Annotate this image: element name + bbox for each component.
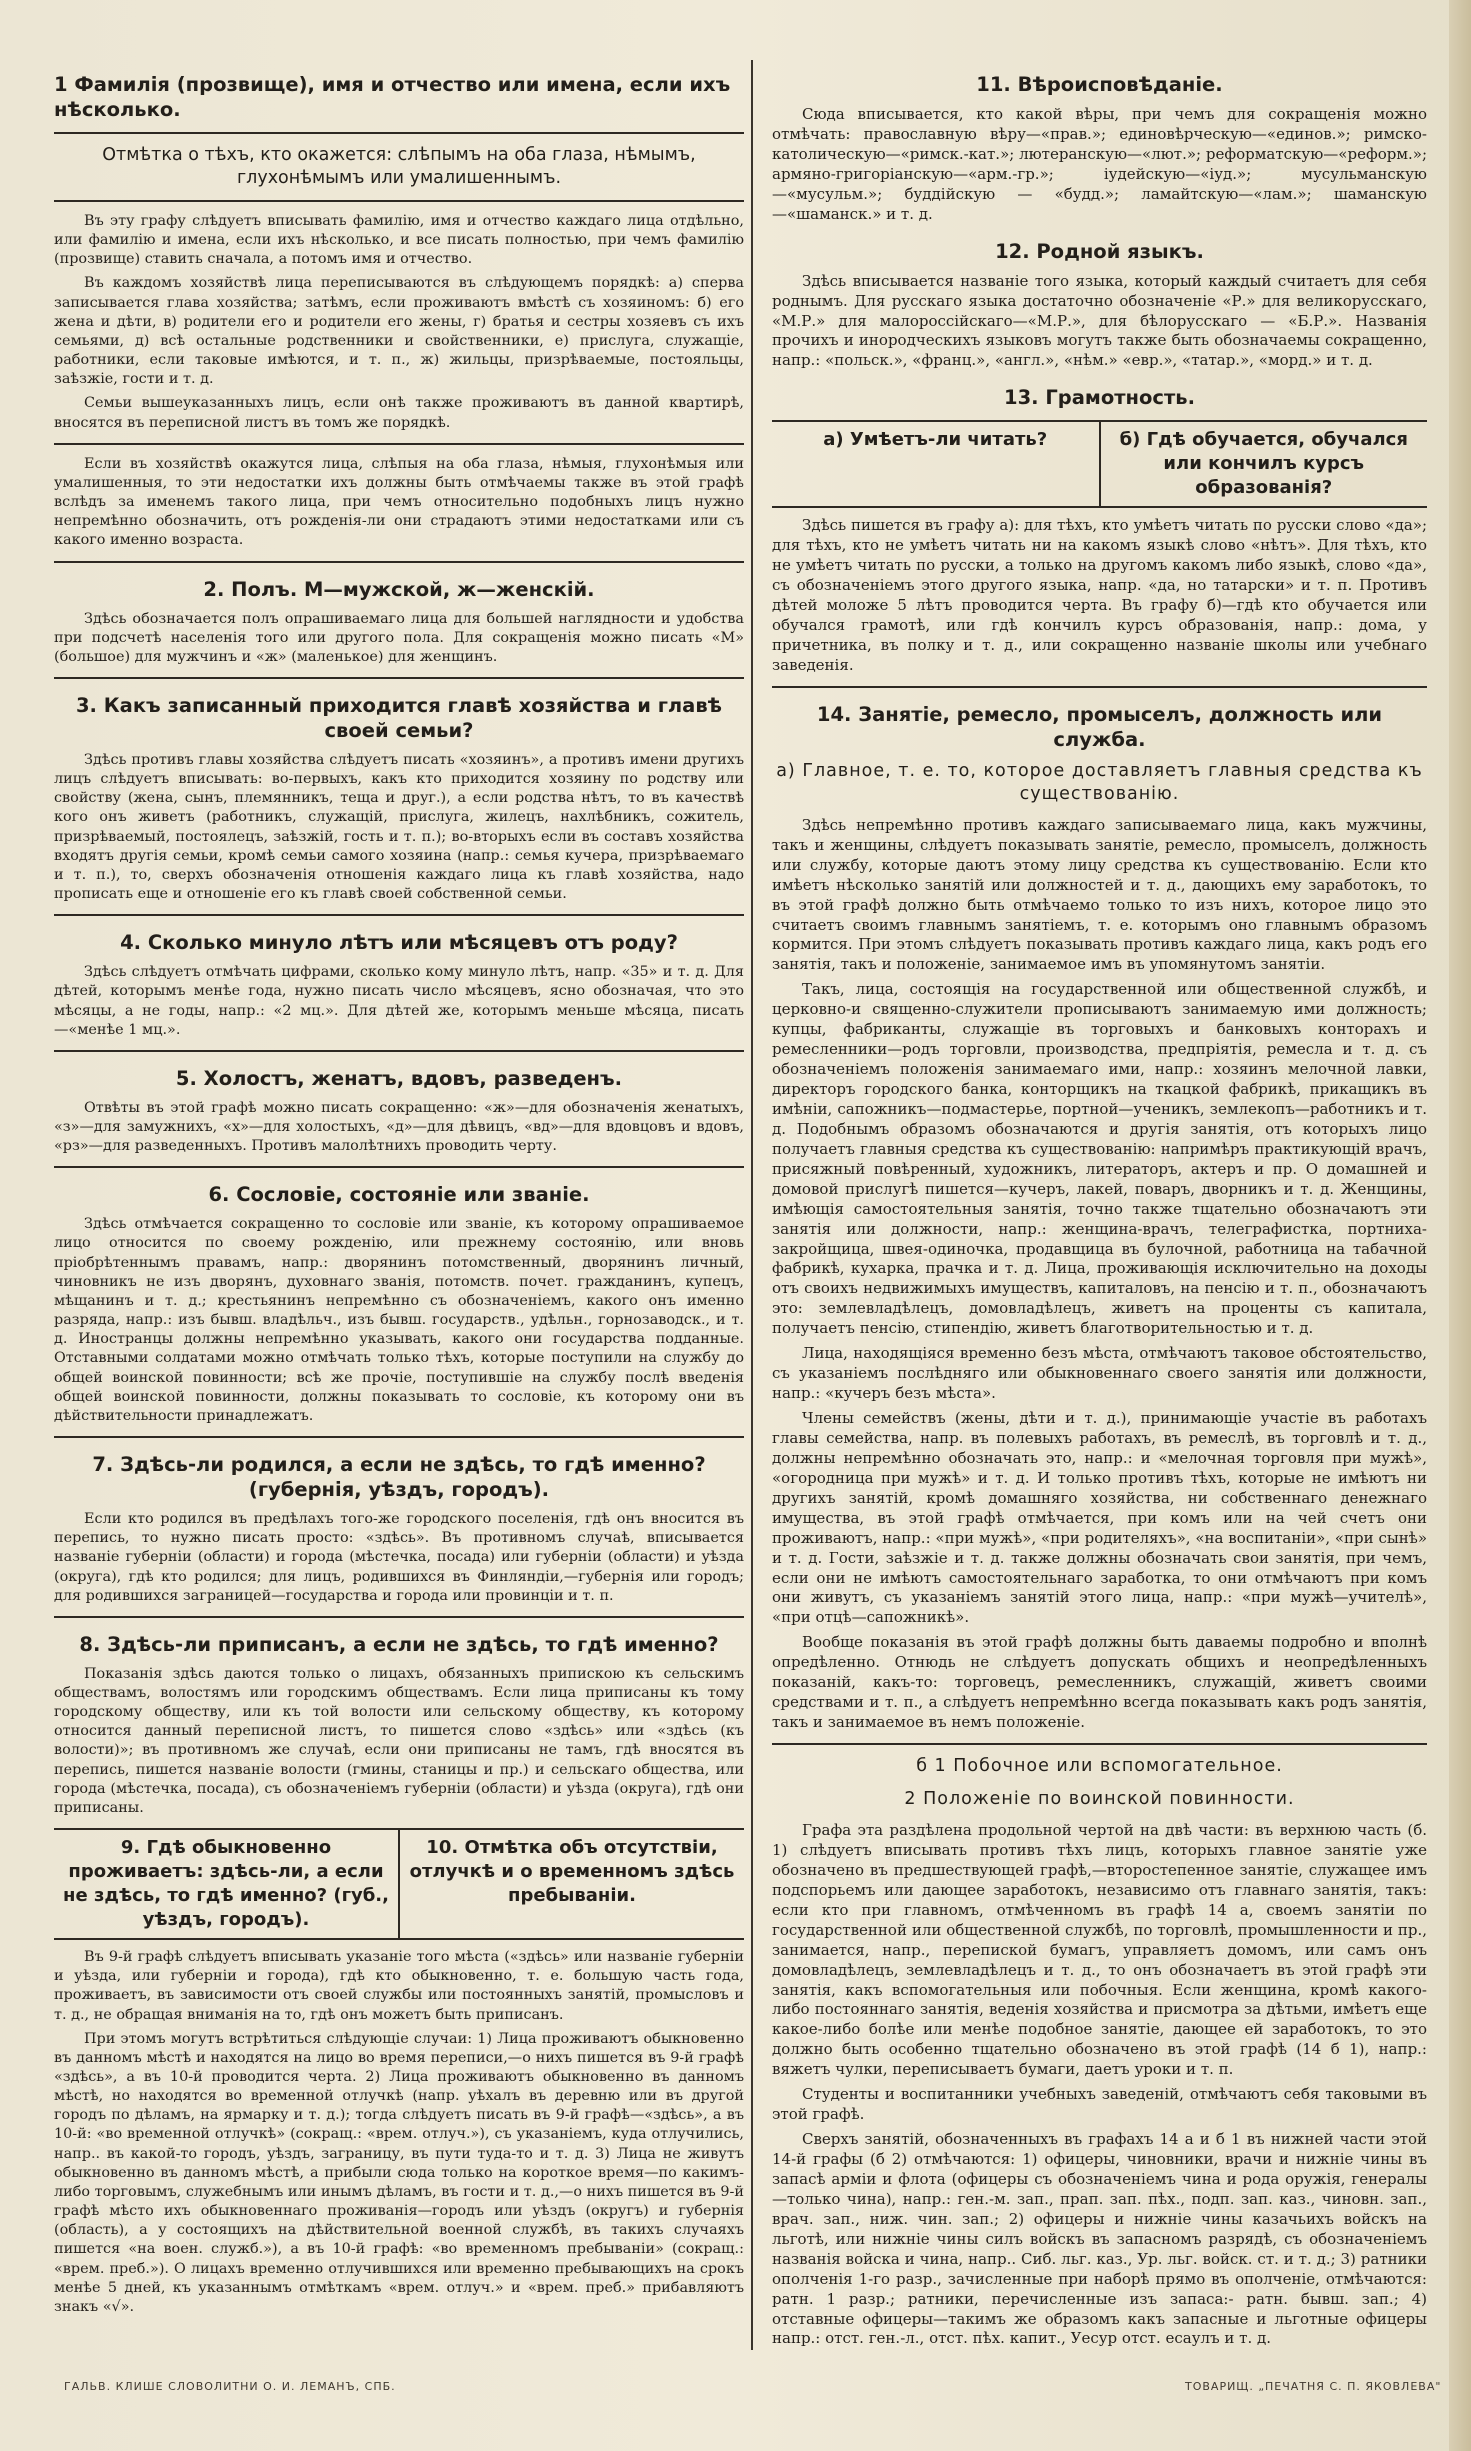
section-3-title: 3. Какъ записанный приходится главѣ хозяйства и главѣ своей семьи?	[75, 693, 723, 742]
section-11-title: 11. Вѣроисповѣданіе.	[976, 73, 1223, 96]
section-14-title: 14. Занятіе, ремесло, промыселъ, должность или служба.	[816, 702, 1383, 751]
section-5-title: 5. Холостъ, женатъ, вдовъ, разведенъ.	[175, 1066, 623, 1090]
paragraph: Члены семействъ (жены, дѣти и т. д.), принимающіе участіе въ работахъ главы семейства, напр. въ полевыхъ работахъ, въ ремеслѣ, въ торговлѣ и т. д., должны непремѣнно обозначать это, напр.: и «мелочная торговля при мужѣ», «огородница при мужѣ» и т. д. И только противъ тѣхъ, которые не имѣютъ ни другихъ занятій, кромѣ домашняго хозяйства, ни собственнаго денежнаго имущества, въ этой графѣ отмѣчается, при комъ или на чей счетъ они проживаютъ, напр.: «при мужѣ», «при родителяхъ», «на воспитаніи», «при сынѣ» и т. д. Гости, заѣзжіе и т. д. также должны обозначать свои занятія, при чемъ, если они не имѣютъ самостоятельнаго заработка, то они отмѣчаютъ при комъ они живутъ, съ указаніемъ занятій этого лица, напр.: «при мужѣ—учителѣ», «при отцѣ—сапожникѣ».	[772, 1409, 1427, 1627]
paragraph: Здѣсь пишется въ графу а): для тѣхъ, кто умѣетъ читать по русски слово «да»; для тѣхъ, кто не умѣетъ читать ни на какомъ языкѣ слово «нѣтъ». Для тѣхъ, кто не умѣетъ читать по русски, а только на другомъ какомъ либо языкѣ, слово «да», съ обозначеніемъ этого другого языка, напр. «да, но татарски» и т. п. Противъ дѣтей моложе 5 лѣтъ проводится черта. Въ графу б)—гдѣ кто обучается или обучался грамотѣ, или гдѣ кончилъ курсъ образованія, напр.: дома, у причетника, въ полку и т. д., или сокращенно названіе школы или учебнаго заведенія.	[772, 516, 1427, 674]
section-13a-cell	[772, 422, 1099, 506]
section-12-title: 12. Родной языкъ.	[995, 239, 1204, 263]
left-column	[54, 58, 744, 2322]
paragraph: Показанія здѣсь даются только о лицахъ, обязанныхъ припискою къ сельскимъ обществамъ, волостямъ или городскимъ обществамъ. Если лица приписаны къ тому городскому обществу, или къ той волости или сельскому обществу, къ которому относится данный переписной листъ, то пишется слово «здѣсь» или «здѣсь (къ волости)»; въ противномъ же случаѣ, если они приписаны не тамъ, гдѣ вносятся въ перепись, пишется названіе волости (гмины, станицы и пр.) и сельскаго общества, или города (мѣстечка, посада), съ обозначеніемъ губерніи (области) и уѣзда (округа), гдѣ они приписаны.	[54, 1665, 744, 1816]
rule	[54, 677, 744, 679]
rule	[54, 132, 744, 134]
paragraph: Здѣсь отмѣчается сокращенно то сословіе или званіе, къ которому опрашиваемое лицо относится по своему рожденію, или прежнему состоянію, или вновь пріобрѣтеннымъ правамъ, напр.: дворянинъ потомственный, дворянинъ личный, чиновникъ не изъ дворянъ, духовнаго званія, потомств. почет. гражданинъ, купецъ, мѣщанинъ и т. д.; крестьянинъ непремѣнно съ обозначеніемъ, какого онъ именно разряда, напр.: изъ бывш. владѣльч., изъ бывш. государств., удѣльн., горнозаводск., и т. д. Иностранцы должны непремѣнно указывать, какого они государства подданные. Отставными солдатами можно отмѣчать только тѣхъ, которые поступили на службу до общей воинской повинности; всѣ же прочіе, поступившіе на службу послѣ введенія общей воинской повинности, должны показывать то сословіе, къ которому они въ дѣйствительности принадлежатъ.	[54, 1216, 744, 1424]
section-4-title: 4. Сколько минуло лѣтъ или мѣсяцевъ отъ роду?	[120, 931, 678, 955]
paragraph: Если кто родился въ предѣлахъ того-же городского поселенія, гдѣ онъ вносится въ перепись, то нужно писать просто: «здѣсь». Въ противномъ случаѣ, вписывается названіе губерніи (области) и города (мѣстечка, посада) или губерніи (области) и уѣзда (округа), гдѣ кто родился; для лицъ, родившихся въ Финляндіи,—губернія или городъ; для родившихся заграницей—государства и города или провинціи и т. п.	[54, 1511, 744, 1604]
rule	[54, 200, 744, 202]
section-9-title: 9. Гдѣ обыкновенно проживаетъ: здѣсь-ли, а если не здѣсь, то гдѣ именно? (губ., уѣздъ, городъ).	[63, 1837, 389, 1931]
rule	[54, 914, 744, 916]
paragraph: Вообще показанія въ этой графѣ должны быть даваемы подробно и вполнѣ опредѣленно. Отнюдь не слѣдуетъ допускать общихъ и неопредѣленныхъ показаній, какъ-то: торговецъ, ремесленникъ, служащій, живетъ своими средствами и т. п., а слѣдуетъ непремѣнно всегда показывать какъ родъ занятія, такъ и занимаемое въ немъ положеніе.	[772, 1633, 1427, 1732]
paragraph: Въ эту графу слѣдуетъ вписывать фамилію, имя и отчество каждаго лица отдѣльно, или фамилію и имена, если ихъ нѣсколько, и все писать полностью, при чемъ фамилію (прозвище) ставить сначала, а потомъ имя и отчество.	[54, 213, 744, 268]
section-14b2-title: 2 Положеніе по воинской повинности.	[904, 1789, 1295, 1809]
right-column	[772, 58, 1427, 2354]
section-2-title: 2. Полъ. М—мужской, ж—женскій.	[203, 577, 595, 601]
paragraph: Здѣсь противъ главы хозяйства слѣдуетъ писать «хозяинъ», а противъ имени другихъ лицъ слѣдуетъ вписывать: во-первыхъ, какъ кто приходится хозяину по родству или свойству (жена, сынъ, племянникъ, теща и друг.), а если родства нѣтъ, то въ качествѣ кого онъ живетъ (работникъ, служащій, прислуга, жилецъ, нахлѣбникъ, сожитель, призрѣваемый, постоялецъ, заѣзжій, гость и т. п.); во-вторыхъ если въ составъ хозяйства входятъ другія семьи, кромѣ семьи самого хозяина (напр.: семья кучера, призрѣваемаго и т. п.), то, сверхъ обозначенія отношенія каждаго лица къ главѣ хозяйства, надо прописать еще и отношеніе его къ главѣ своей собственной семьи.	[54, 751, 744, 903]
paragraph: Здѣсь слѣдуетъ отмѣчать цифрами, сколько кому минуло лѣтъ, напр. «35» и т. д. Для дѣтей, которымъ менѣе года, нужно писать число мѣсяцевъ, ясно обозначая, что это мѣсяцы, а не годы, напр.: «2 мц.». Для дѣтей же, которымъ меньше мѣсяца, писать—«менѣе 1 мц.».	[54, 964, 744, 1038]
section-13-header	[772, 420, 1427, 508]
paragraph: Графа эта раздѣлена продольной чертой на двѣ части: въ верхнюю часть (б. 1) слѣдуетъ вписывать противъ тѣхъ лицъ, которыхъ главное занятіе уже обозначено въ предшествующей графѣ,—второстепенное занятіе, служащее имъ подспорьемъ или дающее заработокъ, независимо отъ главнаго занятія, такъ: если кто при главномъ, отмѣченномъ въ графѣ 14 а, своемъ занятіи по государственной или общественной службѣ, по торговлѣ, промышленности и пр., занимается, напр., перепиской бумагъ, управляетъ домомъ, или самъ онъ домовладѣлецъ, землевладѣлецъ и т. д., то онъ обозначаетъ въ этой графѣ эти занятія, какъ вспомогательныя или побочныя. Если женщина, кромѣ какого-либо постояннаго занятія, веденія хозяйства и присмотра за дѣтьми, имѣетъ еще какое-либо болѣе или менѣе подобное занятіе, дающее ей заработокъ, то это должно быть особенно тщательно обозначено въ этой графѣ (14 б 1), напр.: вяжетъ чулки, переписываетъ бумаги, даетъ уроки и т. п.	[772, 1821, 1427, 2079]
section-13b-title: б) Гдѣ обучается, обучался или кончилъ курсъ образованія?	[1119, 429, 1408, 499]
printer-credit-left: ГАЛЬВ. КЛИШЕ СЛОВОЛИТНИ О. И. ЛЕМАНЪ, СПБ.	[64, 2380, 396, 2393]
section-14b1-title: б 1 Побочное или вспомогательное.	[916, 1756, 1283, 1776]
sections-9-10-header	[54, 1828, 744, 1940]
paragraph: Семьи вышеуказанныхъ лицъ, если онѣ также проживаютъ въ данной квартирѣ, вносятся въ переписной листъ въ томъ же порядкѣ.	[54, 395, 744, 431]
paragraph: Лица, находящіяся временно безъ мѣста, отмѣчаютъ таковое обстоятельство, съ указаніемъ послѣдняго или обыкновеннаго своего занятія или должности, напр.: «кучеръ безъ мѣста».	[772, 1344, 1427, 1403]
section-13b-cell	[1099, 422, 1428, 506]
section-9-cell	[54, 1830, 398, 1938]
section-10-cell	[398, 1830, 744, 1938]
rule	[54, 561, 744, 563]
paragraph: При этомъ могутъ встрѣтиться слѣдующіе случаи: 1) Лица проживаютъ обыкновенно въ данномъ мѣстѣ и находятся на лицо во время переписи,—о нихъ пишется въ 9-й графѣ «здѣсь», а въ 10-й проводится черта. 2) Лица проживаютъ обыкновенно въ данномъ мѣстѣ, но находятся во временной отлучкѣ (напр. уѣхалъ въ деревню или въ другой городъ по дѣламъ, на ярмарку и т. д.); тогда слѣдуетъ писать въ 9-й графѣ—«здѣсь», а въ 10-й: «во временной отлучкѣ» (сокращ.: «врем. отлуч.»), съ указаніемъ, куда отлучились, напр.. въ какой-то городъ, уѣздъ, заграницу, въ пути туда-то и т. д. 3) Лица не живутъ обыкновенно въ данномъ мѣстѣ, а прибыли сюда только на короткое время—по какимъ-либо торговымъ, служебнымъ или инымъ дѣламъ, въ гости и т. д.,—о нихъ пишется въ 9-й графѣ мѣсто ихъ обыкновеннаго проживанія—городъ или уѣздъ (округъ) и губернія (область), а у состоящихъ на дѣйствительной военной службѣ, въ такихъ случаяхъ пишется «на воен. служб.»), а въ 10-й графѣ: «во временномъ пребываніи» (сокращ.: «врем. преб.»). О лицахъ временно отлучившихся или временно пребывающихъ на срокъ менѣе 5 дней, къ указаннымъ отмѣткамъ «врем. отлуч.» и «врем. преб.» прибавляютъ знакъ «√».	[54, 2030, 744, 2315]
section-1-subtitle: Отмѣтка о тѣхъ, кто окажется: слѣпымъ на оба глаза, нѣмымъ, глухонѣмымъ или умалишеннымъ.	[102, 145, 696, 188]
rule	[772, 1743, 1427, 1745]
column-divider	[751, 60, 753, 2350]
printer-credit-right: ТОВАРИЩ. „ПЕЧАТНЯ С. П. ЯКОВЛЕВА"	[1185, 2380, 1442, 2393]
rule	[54, 443, 744, 445]
section-10-title: 10. Отмѣтка объ отсутствіи, отлучкѣ и о временномъ здѣсь пребываніи.	[409, 1837, 735, 1907]
rule	[772, 686, 1427, 688]
paragraph: Здѣсь вписывается названіе того языка, который каждый считаетъ для себя роднымъ. Для русскаго языка достаточно обозначеніе «Р.» для великорусскаго, «М.Р.» для малороссійскаго—«М.Р.», для бѣлорусскаго — «Б.Р.». Названія прочихъ и инородческихъ языковъ могутъ также быть обозначаемы сокращенно, напр.: «польск.», «франц.», «англ.», «нѣм.» «евр.», «татар.», «морд.» и т. д.	[772, 271, 1427, 370]
paragraph: Студенты и воспитанники учебныхъ заведеній, отмѣчаютъ себя таковыми въ этой графѣ.	[772, 2085, 1427, 2124]
rule	[54, 1436, 744, 1438]
paper-edge	[1449, 0, 1471, 2451]
paragraph: Сверхъ занятій, обозначенныхъ въ графахъ 14 а и б 1 въ нижней части этой 14-й графы (б 2) отмѣчаются: 1) офицеры, чиновники, врачи и нижніе чины въ запасѣ арміи и флота (офицеры съ обозначеніемъ чина и рода оружія, генералы—только чина), напр.: ген.-м. зап., прап. зап. пѣх., подп. зап. каз., чиновн. зап., врач. зап., ниж. чин. зап.; 2) офицеры и нижніе чины казачьихъ войскъ на льготѣ, или нижніе чины силъ войскъ въ запасномъ разрядѣ, съ обозначеніемъ названія войска и чина, напр.. Сиб. льг. каз., Ур. льг. войск. ст. и т. д.; 3) ратники ополченія 1-го разр., зачисленные при наборѣ прямо въ ополченіе, отмѣчаются: ратн. 1 разр.; ратники, перечисленные изъ запаса:- ратн. бывш. зап.; 4) отставные офицеры—такимъ же образомъ какъ запасные и льготные офицеры напр.: отст. ген.-л., отст. пѣх. капит., Уесур отст. есаулъ и т. д.	[772, 2130, 1427, 2348]
rule	[54, 1616, 744, 1618]
paragraph: Сюда вписывается, кто какой вѣры, при чемъ для сокращенія можно отмѣчать: православную вѣру—«прав.»; единовѣрческую—«единов.»; римско-католическую—«римск.-кат.»; лютеранскую—«лют.»; реформатскую—«реформ.»; армяно-григоріанскую—«арм.-гр.»; іудейскую—«іуд.»; мусульманскую—«мусульм.»; буддійскую — «будд.»; ламайтскую—«лам.»; шаманскую—«шаманск.» и т. д.	[772, 105, 1427, 223]
section-13a-title: а) Умѣетъ-ли читать?	[823, 429, 1048, 451]
paragraph: Здѣсь обозначается полъ опрашиваемаго лица для большей наглядности и удобства при подсчетѣ населенія того или другого пола. Для сокращенія можно писать «М» (большое) для мужчинъ и «ж» (маленькое) для женщинъ.	[54, 610, 744, 665]
section-13-title: 13. Грамотность.	[1004, 386, 1195, 410]
paragraph: Если въ хозяйствѣ окажутся лица, слѣпыя на оба глаза, нѣмыя, глухонѣмыя или умалишенныя, то эти недостатки ихъ должны быть отмѣчаемы также въ этой графѣ вслѣдъ за именемъ такого лица, при чемъ относительно подобныхъ лицъ нужно непремѣнно обозначить, отъ рожденія-ли они страдаютъ этими недостатками или съ какого именно возраста.	[54, 455, 744, 549]
paragraph: Здѣсь непремѣнно противъ каждаго записываемаго лица, какъ мужчины, такъ и женщины, слѣдуетъ показывать занятіе, ремесло, промыселъ, должность или службу, которые даютъ этому лицу средства къ существованію. Если кто имѣетъ нѣсколько занятій или должностей и т. д., дающихъ ему заработокъ, то въ этой графѣ должно быть отмѣчаемо только то изъ нихъ, которое лицо это считаетъ своимъ главнымъ занятіемъ, т. е. которымъ оно главнымъ образомъ кормится. При этомъ слѣдуетъ показывать противъ каждаго лица, какъ родъ его занятія, такъ и положеніе, занимаемое имъ въ упомянутомъ занятіи.	[772, 815, 1427, 974]
paragraph: Такъ, лица, состоящія на государственной или общественной службѣ, и церковно-и священно-служители прописываютъ занимаемую ими должность; купцы, фабриканты, служащіе въ торговыхъ и банковыхъ конторахъ и ремесленники—родъ торговли, производства, предпріятія, ремесла и т. д. съ обозначеніемъ положенія занимаемаго ими, напр.: хозяинъ мелочной лавки, директоръ городского банка, конторщикъ на ткацкой фабрикѣ, прикащикъ въ имѣніи, сапожникъ—подмастерье, портной—ученикъ, землекопъ—работникъ и т. д. Подобнымъ образомъ обозначаются и другія занятія, отъ которыхъ лицо получаетъ главныя средства къ существованію: напримѣръ практикующій врачъ, присяжный повѣренный, художникъ, литераторъ, актеръ и пр. О домашней и домовой прислугѣ пишется—кучеръ, лакей, поваръ, дворникъ и т. д. Женщины, имѣющія самостоятельныя занятія, точно также тщательно обозначаютъ эти занятія или должности, напр.: женщина-врачъ, телеграфистка, портниха-закройщица, швея-одиночка, продавщица въ булочной, работница на табачной фабрикѣ, кухарка, прачка и т. д. Лица, проживающія исключительно на доходы отъ своихъ недвижимыхъ имуществъ, капиталовъ, на пенсію и т. п., обозначаютъ это: землевладѣлецъ, домовладѣлецъ, живетъ на проценты съ капитала, получаетъ пенсію, стипендію, живетъ благотворительностью и т. д.	[772, 980, 1427, 1338]
paragraph: Въ 9-й графѣ слѣдуетъ вписывать указаніе того мѣста («здѣсь» или названіе губерніи и уѣзда, или губерніи и города), гдѣ кто обыкновенно, т. е. большую часть года, проживаетъ, въ зависимости отъ своей службы или постоянныхъ занятій, промысловъ и т. д., не обращая вниманія на то, гдѣ онъ можетъ быть приписанъ.	[54, 1949, 744, 2023]
section-1-title: 1 Фамилія (прозвище), имя и отчество или имена, если ихъ нѣсколько.	[54, 73, 731, 121]
rule	[54, 1050, 744, 1052]
paragraph: Въ каждомъ хозяйствѣ лица переписываются въ слѣдующемъ порядкѣ: а) сперва записывается глава хозяйства; затѣмъ, если проживаютъ вмѣстѣ съ хозяиномъ: б) его жена и дѣти, в) родители его и родители его жены, г) братья и сестры хозяевъ съ ихъ семьями, д) всѣ остальные родственники и свойственники, е) прислуга, служащіе, работники, если таковые имѣются, и т. п., ж) жильцы, призрѣваемые, постояльцы, заѣзжіе, гости и т. д.	[54, 275, 744, 388]
section-14a-subtitle: а) Главное, т. е. то, которое доставляетъ главныя средства къ существованію.	[776, 760, 1423, 804]
section-7-title: 7. Здѣсь-ли родился, а если не здѣсь, то гдѣ именно? (губернія, уѣздъ, городъ).	[92, 1453, 706, 1502]
section-8-title: 8. Здѣсь-ли приписанъ, а если не здѣсь, то гдѣ именно?	[79, 1632, 719, 1656]
rule	[54, 1166, 744, 1168]
paragraph: Отвѣты въ этой графѣ можно писать сокращенно: «ж»—для обозначенія женатыхъ, «з»—для замужнихъ, «х»—для холостыхъ, «д»—для дѣвицъ, «вд»—для вдовцовъ и вдовъ, «рз»—для разведенныхъ. Противъ малолѣтнихъ проводить черту.	[54, 1099, 744, 1155]
section-6-title: 6. Сословіе, состояніе или званіе.	[208, 1183, 590, 1207]
